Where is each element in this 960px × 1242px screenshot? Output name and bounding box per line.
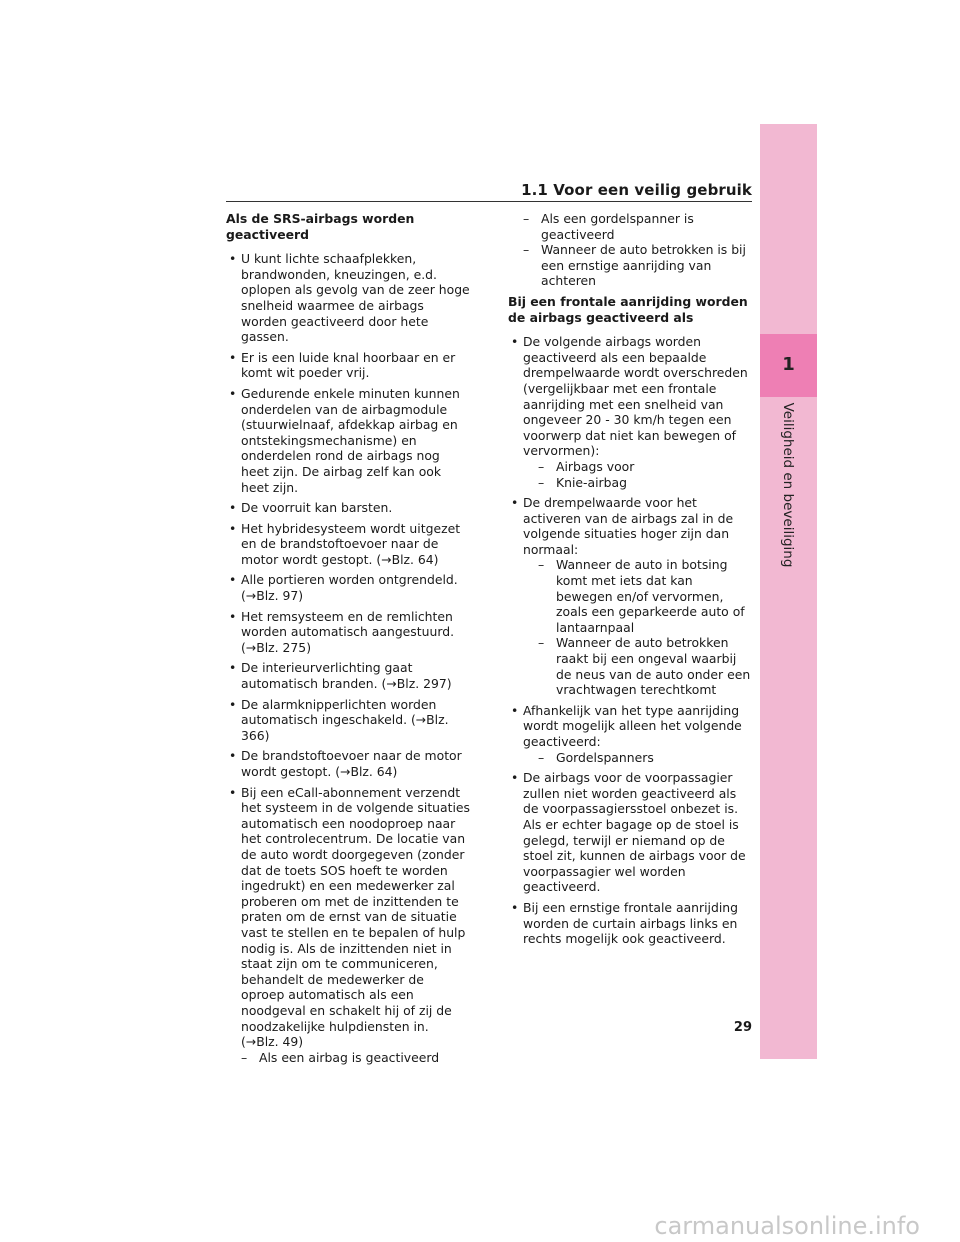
sub-list-text: Knie-airbag: [556, 474, 627, 490]
sub-list-text: Als een gordelspanner is geactiveerd: [541, 211, 694, 242]
sub-list: [241, 1050, 470, 1066]
bullet-text: De interieurverlichting gaat automatisch branden. (→Blz. 297): [241, 660, 452, 692]
bullet-text: De airbags voor de voorpassagier zullen niet worden geactiveerd als de voorpassagiersstoel onbezet is. Als er echter bagage op de stoel is gelegd, terwijl er niemand op de stoel zit, kunnen de airbags voor de voorpassagier wel worden geactiveerd.: [523, 770, 746, 895]
dash-marker: –: [538, 458, 545, 474]
dash-marker: –: [538, 635, 545, 651]
sub-list-text: Wanneer de auto in botsing komt met iets dat kan bewegen en/of vervormen, zoals een geparkeerde auto of lantaarnpaal: [556, 557, 745, 635]
bullet-item: [226, 609, 470, 656]
bullet-item: [226, 748, 470, 779]
bullet-text: Bij een eCall-abonnement verzendt het systeem in de volgende situaties automatisch een noodoproep naar het controlecentrum. De locatie van de auto wordt doorgegeven (zonder dat de toets SOS hoeft te worden ingedrukt) en een medewerker zal proberen om met de inzittenden te praten om de ernst van de situatie vast te stellen en te bepalen of hulp nodig is. Als de inzittenden niet in staat zijn om te communiceren, behandelt de medewerker de oproep automatisch als een noodgeval en schakelt hij of zij de noodzakelijke hulpdiensten in. (→Blz. 49): [241, 784, 470, 1050]
bullet-text: Afhankelijk van het type aanrijding wordt mogelijk alleen het volgende geactiveerd:: [523, 702, 742, 749]
bullet-item: [508, 334, 752, 490]
sub-list-item: [538, 475, 752, 491]
bullet-text: Gedurende enkele minuten kunnen onderdelen van de airbagmodule (stuurwielnaaf, afdekkap airbag en ontstekingsmechanisme) en onderdelen rond de airbags nog heet zijn. De airbag zelf kan ook heet zijn.: [241, 385, 460, 495]
sub-list-text: Wanneer de auto betrokken is bij een ernstige aanrijding van achteren: [541, 242, 746, 289]
bullet-marker: •: [229, 385, 237, 401]
sub-list: [523, 459, 752, 490]
section-title: 1.1 Voor een veilig gebruik: [521, 181, 752, 199]
sub-list-item: [523, 211, 752, 242]
dash-marker: –: [538, 557, 545, 573]
right-column: [508, 211, 752, 952]
bullet-marker: •: [511, 702, 519, 718]
bullet-marker: •: [229, 251, 237, 267]
header-divider: [226, 201, 752, 202]
left-column: [226, 211, 470, 1070]
bullet-item: [508, 495, 752, 698]
bullet-text: De volgende airbags worden geactiveerd als een bepaalde drempelwaarde wordt overschreden (vergelijkbaar met een frontale aanrijding met een snelheid van ongeveer 20 - 30 km/h tegen een voorwerp dat niet kan bewegen of vervormen):: [523, 334, 748, 459]
bullet-marker: •: [229, 696, 237, 712]
bullet-item: [226, 500, 470, 516]
bullet-text: Het remsysteem en de remlichten worden automatisch aangestuurd. (→Blz. 275): [241, 608, 455, 655]
sub-list-text: Als een airbag is geactiveerd: [259, 1049, 440, 1065]
sub-list-item: [538, 557, 752, 635]
bullet-text: Er is een luide knal hoorbaar en er komt wit poeder vrij.: [241, 349, 456, 381]
dash-marker: –: [523, 211, 530, 226]
sub-list-text: Wanneer de auto betrokken raakt bij een ongeval waarbij de neus van de auto onder een vrachtwagen terechtkomt: [556, 635, 751, 698]
chapter-side-tab: [760, 124, 817, 1059]
bullet-item: [226, 350, 470, 381]
bullet-marker: •: [229, 748, 237, 764]
bullet-text: Het hybridesysteem wordt uitgezet en de brandstoftoevoer naar de motor wordt gestopt. (→Blz. 64): [241, 520, 461, 567]
dash-marker: –: [241, 1049, 248, 1065]
left-heading: Als de SRS-airbags worden geactiveerd: [226, 211, 415, 242]
bullet-item: [226, 785, 470, 1066]
left-bullet-list: [226, 251, 470, 1065]
bullet-marker: •: [229, 520, 237, 536]
bullet-marker: •: [511, 770, 519, 786]
bullet-marker: •: [229, 660, 237, 676]
bullet-item: [226, 697, 470, 744]
dash-marker: –: [523, 242, 530, 258]
bullet-text: Bij een ernstige frontale aanrijding worden de curtain airbags links en rechts mogelijk ook geactiveerd.: [523, 899, 739, 947]
sub-list-item: [538, 459, 752, 475]
sub-list-item: [538, 635, 752, 697]
right-bullet-list: [508, 334, 752, 947]
page-number: 29: [733, 1020, 752, 1035]
bullet-item: [226, 521, 470, 568]
chapter-number: 1: [782, 354, 795, 375]
bullet-item: [226, 660, 470, 691]
bullet-item: [508, 770, 752, 895]
bullet-marker: •: [229, 784, 237, 800]
bullet-marker: •: [229, 349, 237, 365]
bullet-text: Alle portieren worden ontgrendeld. (→Blz. 97): [241, 572, 458, 604]
continued-sub-list: [508, 211, 752, 289]
bullet-text: De drempelwaarde voor het activeren van de airbags zal in de volgende situaties hoger zijn dan normaal:: [523, 495, 734, 557]
bullet-text: De voorruit kan barsten.: [241, 500, 393, 516]
sub-list-item: [538, 750, 752, 766]
bullet-text: De alarmknipperlichten worden automatisch ingeschakeld. (→Blz. 366): [241, 696, 449, 743]
sub-list-item: [523, 242, 752, 289]
sub-list: [523, 557, 752, 697]
dash-marker: –: [538, 749, 545, 765]
watermark: carmanualsonline.info: [654, 1212, 920, 1240]
bullet-marker: •: [229, 608, 237, 624]
bullet-item: [226, 572, 470, 603]
bullet-marker: •: [229, 500, 237, 516]
bullet-marker: •: [511, 334, 519, 350]
right-heading: Bij een frontale aanrijding worden de airbags geactiveerd als: [508, 293, 748, 325]
bullet-text: De brandstoftoevoer naar de motor wordt gestopt. (→Blz. 64): [241, 748, 462, 779]
chapter-label-text: Veiligheid en beveiliging: [780, 402, 796, 568]
sub-list: [523, 750, 752, 766]
sub-list-text: Gordelspanners: [556, 749, 654, 765]
bullet-marker: •: [511, 899, 519, 915]
bullet-marker: •: [511, 495, 519, 511]
sub-list-text: Airbags voor: [556, 458, 635, 474]
bullet-item: [226, 386, 470, 495]
bullet-item: [226, 251, 470, 345]
bullet-item: [508, 703, 752, 765]
sub-list-item: [241, 1050, 470, 1066]
bullet-text: U kunt lichte schaafplekken, brandwonden, kneuzingen, e.d. oplopen als gevolg van de zeer hoge snelheid waarmee de airbags worden geactiveerd door hete gassen.: [241, 251, 470, 345]
bullet-marker: •: [229, 572, 237, 588]
dash-marker: –: [538, 474, 545, 490]
bullet-item: [508, 900, 752, 947]
